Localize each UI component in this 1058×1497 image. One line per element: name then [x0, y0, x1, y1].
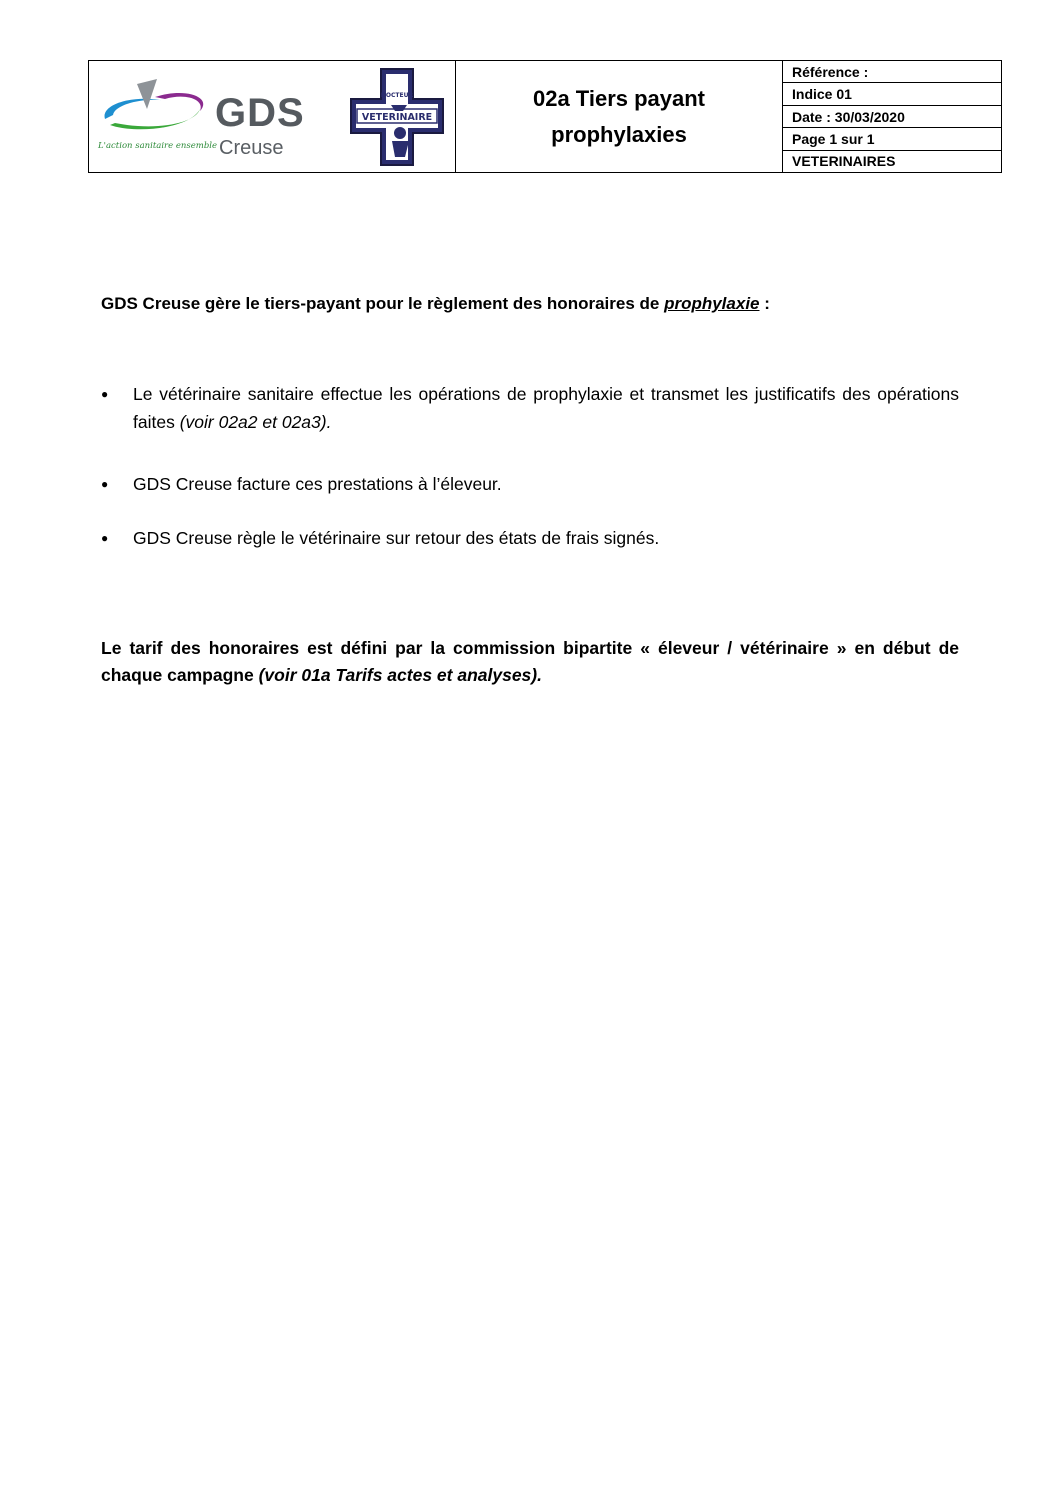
gds-wordmark: GDS [215, 91, 305, 135]
bullet-list [101, 380, 959, 552]
meta-audience: VETERINAIRES [792, 153, 896, 170]
list-item [101, 524, 959, 552]
document-header [88, 60, 1002, 173]
svg-text:VETERINAIRE: VETERINAIRE [361, 112, 433, 123]
bullet-3-text: GDS Creuse règle le vétérinaire sur retour des états de frais signés. [133, 528, 660, 548]
title-line-1: 02a Tiers payant [532, 85, 706, 111]
intro-text: GDS Creuse gère le tiers-payant pour le règlement des honoraires de [101, 294, 660, 313]
closing-text: Le tarif des honoraires est défini par la commission bipartite « éleveur / vétérinaire » en début de chaque campagne [101, 637, 959, 685]
intro-end: : [759, 294, 770, 313]
list-item [101, 470, 959, 498]
intro-emphasis: prophylaxie [664, 294, 760, 313]
gds-tagline: L'action sanitaire ensemble [98, 141, 218, 151]
meta-reference: Référence : [783, 61, 1001, 83]
bullet-2-text: GDS Creuse facture ces prestations à l’éleveur. [133, 474, 502, 494]
meta-page: Page 1 sur 1 [783, 128, 1001, 150]
meta-table [783, 61, 1001, 172]
closing-paragraph [101, 635, 959, 689]
title-line-2: prophylaxies [551, 121, 687, 147]
gds-creuse-label: Creuse [219, 137, 284, 159]
gds-creuse-logo [95, 79, 325, 159]
intro-paragraph [101, 294, 961, 314]
meta-date: Date : 30/03/2020 [783, 106, 1001, 128]
list-item [101, 380, 959, 436]
bullet-1-ref: (voir 02a2 et 02a3). [179, 412, 332, 432]
document-title [456, 61, 783, 172]
svg-text:DOCTEUR: DOCTEUR [380, 92, 414, 99]
meta-indice: Indice 01 [783, 83, 1001, 105]
veterinaire-cross-logo [347, 65, 447, 169]
bullet-1-text: Le vétérinaire sanitaire effectue les opérations de prophylaxie et transmet les justificatifs des opérations faites [133, 384, 959, 432]
gds-swoosh-icon [95, 79, 215, 139]
closing-ref: (voir 01a Tarifs actes et analyses). [258, 664, 542, 685]
logos-cell [89, 61, 456, 172]
